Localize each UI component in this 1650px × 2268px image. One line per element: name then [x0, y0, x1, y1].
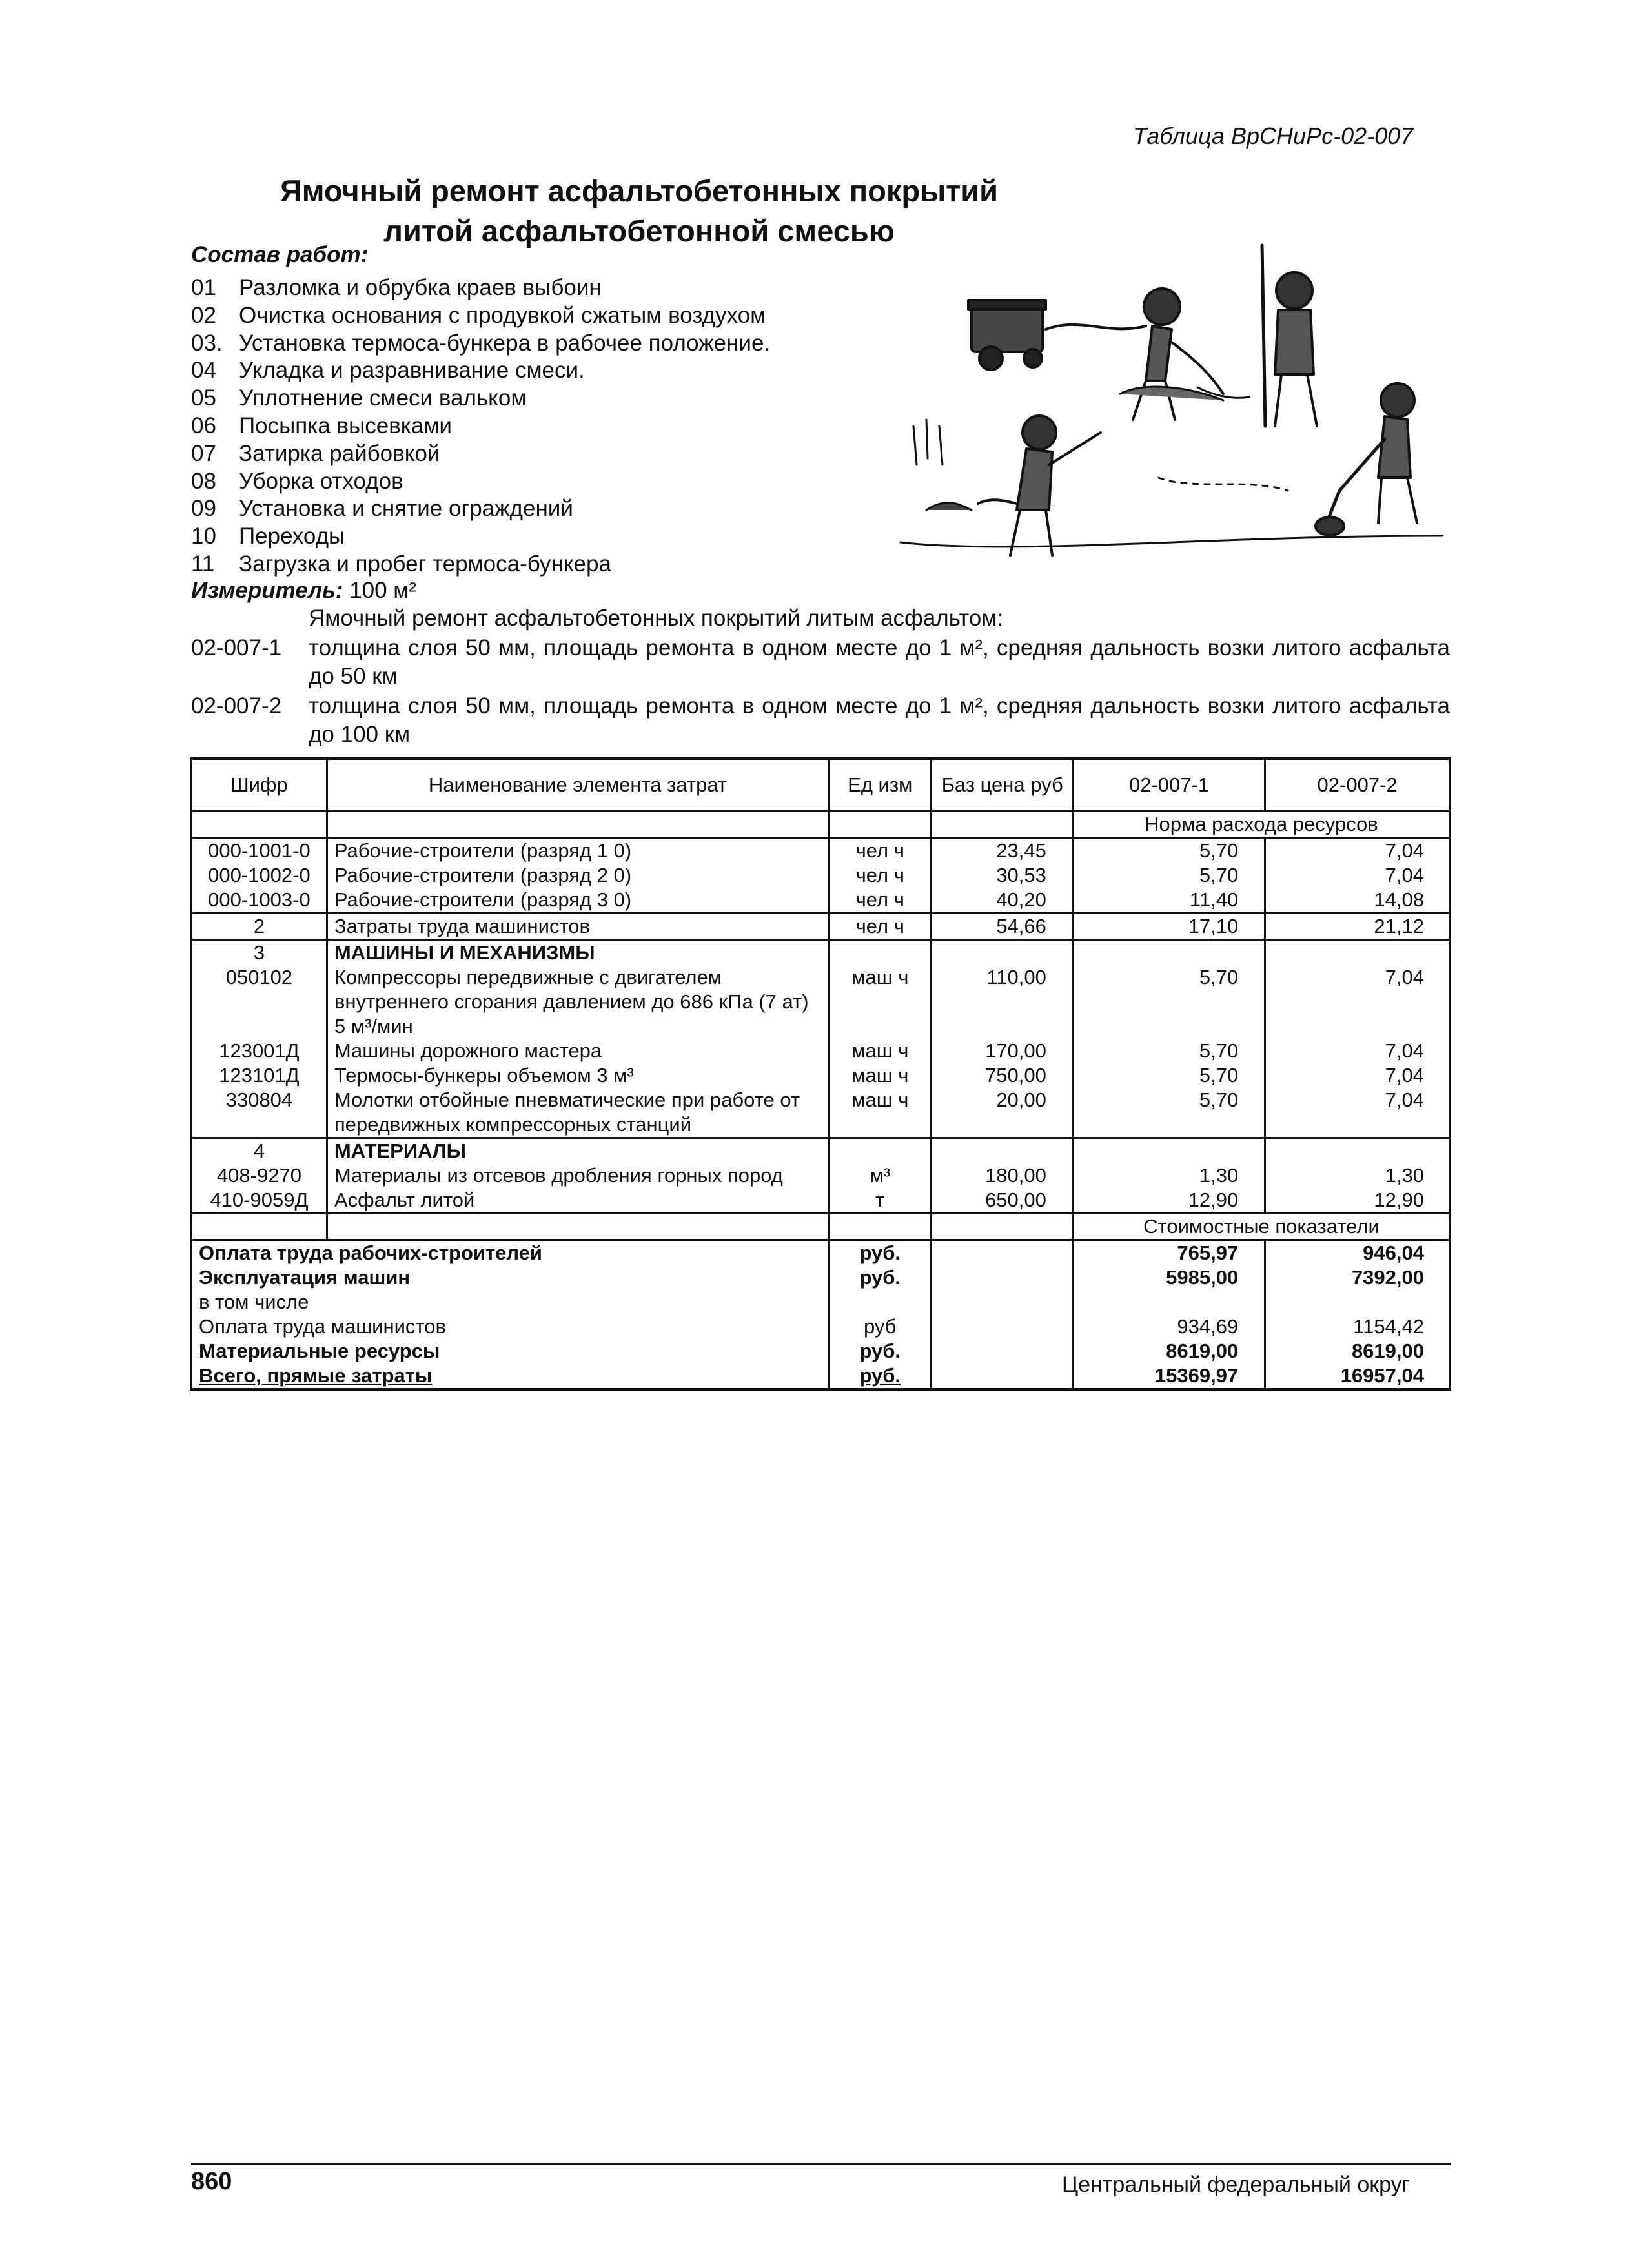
table-cell: 5,70 — [1073, 1063, 1265, 1088]
table-cell: 000-1001-0 — [191, 838, 327, 864]
table-cell: руб. — [829, 1364, 932, 1389]
table-cell: 15369,97 — [1073, 1364, 1265, 1389]
table-cell: Материалы из отсевов дробления горных пород — [327, 1163, 828, 1188]
table-cell: 765,97 — [1073, 1240, 1265, 1266]
work-item-number: 05 — [191, 385, 216, 411]
summary-row — [191, 1364, 1450, 1389]
table-cell: маш ч — [829, 965, 932, 1039]
work-item-number: 02 — [191, 302, 216, 328]
summary-row — [191, 1339, 1450, 1364]
table-cell: 3 — [191, 940, 327, 966]
table-cell — [932, 1240, 1073, 1266]
cost-header-row — [191, 1214, 1450, 1240]
table-cell: 946,04 — [1265, 1240, 1450, 1266]
table-cell: 7,04 — [1265, 1063, 1450, 1088]
compressor-sketch — [968, 300, 1146, 370]
work-item-text: Посыпка высевками — [239, 413, 452, 438]
table-cell: Рабочие-строители (разряд 2 0) — [327, 863, 828, 888]
table-cell: 123001Д — [191, 1039, 327, 1063]
section-row-materials — [191, 1138, 1450, 1164]
table-cell: 170,00 — [932, 1039, 1073, 1063]
table-cell: 934,69 — [1073, 1314, 1265, 1339]
col-header-unit: Ед изм — [829, 759, 932, 812]
section-row-machines — [191, 940, 1450, 966]
summary-row — [191, 1265, 1450, 1290]
work-item — [191, 468, 770, 496]
table-cell: Рабочие-строители (разряд 1 0) — [327, 838, 828, 864]
table-cell — [932, 1138, 1073, 1164]
table-cell — [829, 1214, 932, 1240]
table-cell: 7392,00 — [1265, 1265, 1450, 1290]
table-cell: 5,70 — [1073, 838, 1265, 864]
table-cell: 5985,00 — [1073, 1265, 1265, 1290]
variants-intro: Ямочный ремонт асфальтобетонных покрытий литым асфальтом: — [309, 606, 1004, 631]
table-cell: 23,45 — [932, 838, 1073, 864]
works-heading: Состав работ: — [191, 242, 369, 267]
table-cell — [1073, 1138, 1265, 1164]
table-row — [191, 888, 1450, 914]
table-cell — [932, 940, 1073, 966]
table-cell: 000-1002-0 — [191, 863, 327, 888]
works-list — [191, 274, 770, 578]
table-cell: 5,70 — [1073, 863, 1265, 888]
table-cell: руб. — [829, 1240, 932, 1266]
table-cell: Эксплуатация машин — [191, 1265, 829, 1290]
table-cell: 110,00 — [932, 965, 1073, 1039]
work-item-text: Переходы — [239, 524, 345, 549]
table-row — [191, 965, 1450, 1039]
col-header-v2: 02-007-2 — [1265, 759, 1450, 812]
table-cell: чел ч — [829, 838, 932, 864]
table-row — [191, 1163, 1450, 1188]
table-cell: Всего, прямые затраты — [191, 1364, 829, 1389]
table-cell — [191, 1214, 327, 1240]
variant-code: 02-007-1 — [191, 635, 282, 660]
table-cell: маш ч — [829, 1039, 932, 1063]
table-cell: 12,90 — [1073, 1188, 1265, 1214]
table-cell: чел ч — [829, 914, 932, 940]
table-cell: 330804 — [191, 1088, 327, 1138]
work-item — [191, 523, 770, 551]
table-cell: руб. — [829, 1339, 932, 1364]
col-header-price: Баз цена руб — [932, 759, 1073, 812]
table-cell: 7,04 — [1265, 1039, 1450, 1063]
work-item-text: Загрузка и пробег термоса-бункера — [239, 551, 611, 577]
table-cell: Компрессоры передвижные с двигателем внутреннего сгорания давлением до 686 кПа (7 ат) 5 м³/мин — [327, 965, 828, 1039]
work-item-text: Установка термоса-бункера в рабочее положение. — [239, 330, 771, 356]
worker-figure-4 — [1316, 383, 1417, 535]
table-cell: 410-9059Д — [191, 1188, 327, 1214]
worker-figure-1 — [1133, 289, 1249, 420]
work-item — [191, 440, 770, 468]
summary-row — [191, 1314, 1450, 1339]
table-cell: чел ч — [829, 863, 932, 888]
work-item-text: Очистка основания с продувкой сжатым воздухом — [239, 302, 766, 328]
work-item-number: 09 — [191, 496, 216, 522]
footer-divider — [191, 2163, 1451, 2165]
table-cell — [932, 812, 1073, 838]
table-cell — [932, 1214, 1073, 1240]
variant-item — [191, 634, 1450, 691]
table-cell: 20,00 — [932, 1088, 1073, 1138]
worker-figure-2 — [1262, 245, 1317, 426]
table-cell — [1265, 1290, 1450, 1314]
table-cell: т — [829, 1188, 932, 1214]
table-cell — [1265, 940, 1450, 966]
col-header-name: Наименование элемента затрат — [327, 759, 828, 812]
table-cell — [932, 1339, 1073, 1364]
table-cell: м³ — [829, 1163, 932, 1188]
variant-item — [191, 692, 1450, 749]
table-cell: 1,30 — [1265, 1163, 1450, 1188]
summary-row — [191, 1290, 1450, 1314]
table-cell — [1265, 1138, 1450, 1164]
table-cell: 8619,00 — [1073, 1339, 1265, 1364]
table-cell: 180,00 — [932, 1163, 1073, 1188]
table-cell: 30,53 — [932, 863, 1073, 888]
work-item-text: Установка и снятие ограждений — [239, 496, 573, 522]
table-cell — [1073, 940, 1265, 966]
cost-header: Стоимостные показатели — [1073, 1214, 1450, 1240]
table-cell: 12,90 — [1265, 1188, 1450, 1214]
meter-value: 100 м² — [349, 578, 417, 603]
table-row — [191, 863, 1450, 888]
table-cell — [1073, 1290, 1265, 1314]
table-cell: 1154,42 — [1265, 1314, 1450, 1339]
table-row — [191, 1039, 1450, 1063]
norm-header-row — [191, 812, 1450, 838]
work-item — [191, 357, 770, 385]
table-cell: 050102 — [191, 965, 327, 1039]
work-item-text: Уборка отходов — [239, 468, 403, 494]
table-cell: 5,70 — [1073, 1088, 1265, 1138]
table-cell: 650,00 — [932, 1188, 1073, 1214]
work-item-number: 08 — [191, 468, 216, 494]
table-cell: 123101Д — [191, 1063, 327, 1088]
table-cell: Термосы-бункеры объемом 3 м³ — [327, 1063, 828, 1088]
col-header-v1: 02-007-1 — [1073, 759, 1265, 812]
table-cell: 8619,00 — [1265, 1339, 1450, 1364]
work-item — [191, 385, 770, 413]
table-cell: 54,66 — [932, 914, 1073, 940]
table-cell: маш ч — [829, 1063, 932, 1088]
footer-district: Центральный федеральный округ — [1062, 2172, 1411, 2197]
table-cell: 17,10 — [1073, 914, 1265, 940]
table-cell — [829, 812, 932, 838]
table-cell: 7,04 — [1265, 863, 1450, 888]
table-header-row — [191, 759, 1450, 812]
worker-figure-3 — [978, 416, 1101, 555]
table-cell: 2 — [191, 914, 327, 940]
table-row — [191, 1088, 1450, 1138]
machinists-row — [191, 914, 1450, 940]
table-cell: 5,70 — [1073, 965, 1265, 1039]
table-cell: Машины дорожного мастера — [327, 1039, 828, 1063]
table-cell: Молотки отбойные пневматические при работе от передвижных компрессорных станций — [327, 1088, 828, 1138]
work-item-text: Укладка и разравнивание смеси. — [239, 358, 585, 383]
variant-text: толщина слоя 50 мм, площадь ремонта в одном месте до 1 м², средняя дальность возки литого асфальта до 100 км — [309, 693, 1450, 747]
table-cell: маш ч — [829, 1088, 932, 1138]
work-item-number: 11 — [191, 551, 215, 577]
page-number: 860 — [191, 2168, 232, 2195]
table-cell — [829, 940, 932, 966]
table-cell: 7,04 — [1265, 838, 1450, 864]
work-item-number: 04 — [191, 358, 216, 383]
work-item-text: Разломка и обрубка краев выбоин — [239, 275, 602, 300]
work-item-text: Затирка райбовкой — [239, 440, 440, 466]
table-cell: в том числе — [191, 1290, 829, 1314]
table-cell — [191, 812, 327, 838]
work-item — [191, 413, 770, 440]
road-workers-illustration — [888, 232, 1449, 581]
table-cell: Асфальт литой — [327, 1188, 828, 1214]
table-cell — [829, 1290, 932, 1314]
table-cell — [932, 1265, 1073, 1290]
table-cell — [327, 812, 828, 838]
table-cell: 750,00 — [932, 1063, 1073, 1088]
table-cell: Материальные ресурсы — [191, 1339, 829, 1364]
table-cell: руб — [829, 1314, 932, 1339]
variant-code: 02-007-2 — [191, 693, 282, 719]
table-cell: 408-9270 — [191, 1163, 327, 1188]
work-item — [191, 274, 770, 302]
work-item — [191, 551, 770, 578]
work-item — [191, 302, 770, 330]
table-row — [191, 1188, 1450, 1214]
work-item — [191, 495, 770, 523]
table-cell — [932, 1364, 1073, 1389]
table-cell: МАТЕРИАЛЫ — [327, 1138, 828, 1164]
table-cell — [932, 1314, 1073, 1339]
table-cell: Оплата труда рабочих-строителей — [191, 1240, 829, 1266]
norm-header: Норма расхода ресурсов — [1073, 812, 1450, 838]
work-item-number: 10 — [191, 524, 216, 549]
table-cell: 5,70 — [1073, 1039, 1265, 1063]
table-cell: МАШИНЫ И МЕХАНИЗМЫ — [327, 940, 828, 966]
table-cell: 7,04 — [1265, 1088, 1450, 1138]
table-cell: 4 — [191, 1138, 327, 1164]
table-cell — [829, 1138, 932, 1164]
table-cell: 000-1003-0 — [191, 888, 327, 914]
work-item-number: 01 — [191, 275, 216, 300]
table-cell: 21,12 — [1265, 914, 1450, 940]
table-cell: 7,04 — [1265, 965, 1450, 1039]
table-row — [191, 838, 1450, 864]
work-item-number: 07 — [191, 440, 216, 466]
table-row — [191, 1063, 1450, 1088]
work-item-text: Уплотнение смеси вальком — [239, 385, 527, 411]
summary-row — [191, 1240, 1450, 1266]
table-cell: 16957,04 — [1265, 1364, 1450, 1389]
table-cell: 1,30 — [1073, 1163, 1265, 1188]
col-header-code: Шифр — [191, 759, 327, 812]
table-cell: чел ч — [829, 888, 932, 914]
table-cell: 14,08 — [1265, 888, 1450, 914]
work-item-number: 03. — [191, 330, 223, 356]
work-item — [191, 330, 770, 358]
table-cell: 40,20 — [932, 888, 1073, 914]
table-cell — [932, 1290, 1073, 1314]
variant-text: толщина слоя 50 мм, площадь ремонта в одном месте до 1 м², средняя дальность возки литого асфальта до 50 км — [309, 635, 1450, 689]
table-cell: Оплата труда машинистов — [191, 1314, 829, 1339]
meter-label: Измеритель: — [191, 578, 343, 603]
table-reference: Таблица ВрСНиРс-02-007 — [1133, 123, 1414, 149]
title-line-2: литой асфальтобетонной смесью — [383, 214, 895, 248]
table-cell: 11,40 — [1073, 888, 1265, 914]
table-cell: руб. — [829, 1265, 932, 1290]
resource-cost-table — [190, 757, 1451, 1391]
table-cell: Затраты труда машинистов — [327, 914, 828, 940]
table-cell — [327, 1214, 828, 1240]
meter-line — [191, 578, 416, 604]
work-item-number: 06 — [191, 413, 216, 438]
table-cell: Рабочие-строители (разряд 3 0) — [327, 888, 828, 914]
title-line-1: Ямочный ремонт асфальтобетонных покрытий — [280, 174, 999, 208]
